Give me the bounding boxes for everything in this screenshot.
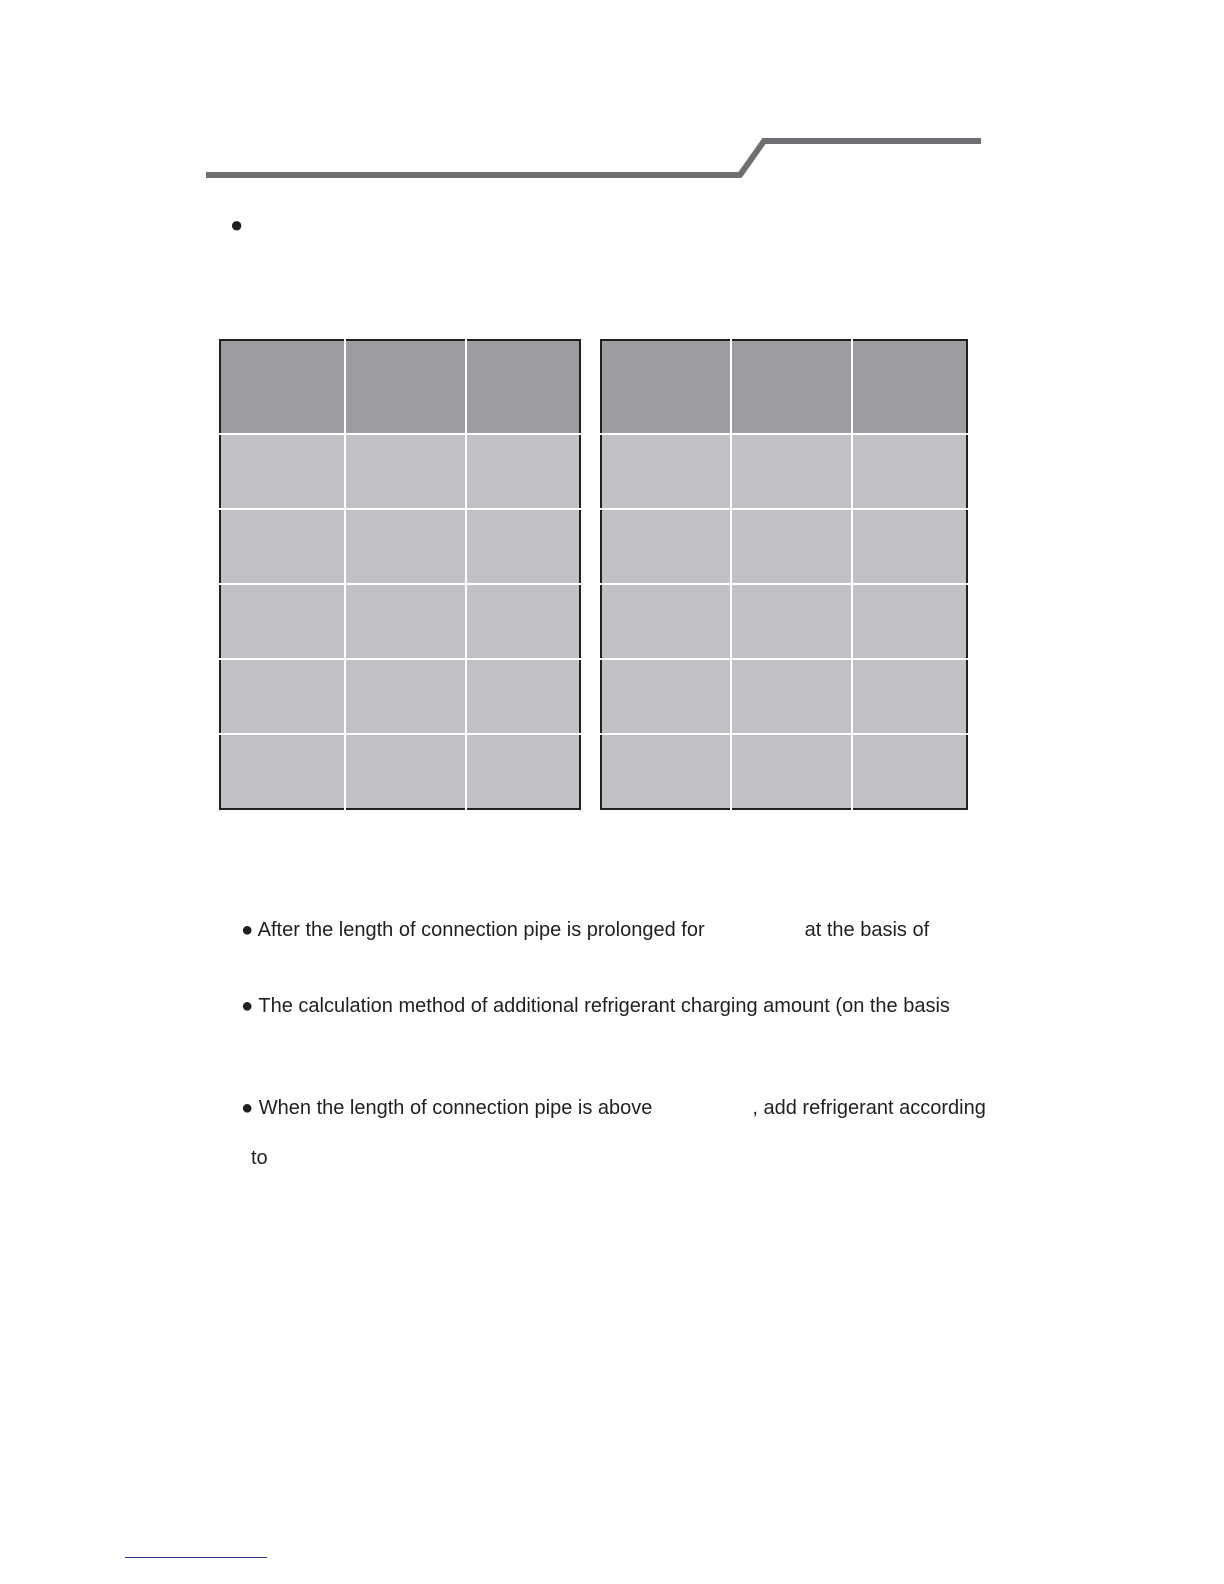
pipe-length-paragraph bbox=[230, 893, 929, 943]
table-cell bbox=[601, 584, 731, 659]
table-cell bbox=[731, 434, 852, 509]
table-cell bbox=[852, 434, 967, 509]
table-cell bbox=[601, 434, 731, 509]
table-row bbox=[601, 659, 967, 734]
table-row bbox=[601, 584, 967, 659]
table-header-cell bbox=[466, 340, 580, 434]
table-cell bbox=[345, 509, 466, 584]
table-row bbox=[220, 584, 580, 659]
table-row bbox=[220, 659, 580, 734]
paragraph-line: ● The calculation method of additional refrigerant charging amount (on the basis bbox=[241, 995, 950, 1017]
table-cell bbox=[852, 734, 967, 809]
table-cell bbox=[345, 734, 466, 809]
section-header-rule bbox=[0, 0, 1224, 200]
table-cell bbox=[731, 584, 852, 659]
refrigerant-table-right bbox=[600, 339, 968, 810]
table-cell bbox=[345, 434, 466, 509]
table-cell bbox=[345, 584, 466, 659]
table-row bbox=[601, 434, 967, 509]
table-cell bbox=[466, 659, 580, 734]
table-cell bbox=[220, 659, 345, 734]
table-row bbox=[601, 734, 967, 809]
table-cell bbox=[601, 509, 731, 584]
table-row bbox=[601, 509, 967, 584]
table-cell bbox=[731, 509, 852, 584]
table-cell bbox=[220, 509, 345, 584]
paragraph-line: ● After the length of connection pipe is prolonged for at the basis of bbox=[241, 919, 930, 941]
table-cell bbox=[852, 659, 967, 734]
table-cell bbox=[731, 659, 852, 734]
table-header-cell bbox=[731, 340, 852, 434]
table-row bbox=[220, 434, 580, 509]
table-cell bbox=[601, 659, 731, 734]
paragraph-continuation: to bbox=[251, 1147, 268, 1169]
calculation-method-paragraph bbox=[230, 969, 950, 1019]
table-cell bbox=[220, 584, 345, 659]
table-header-cell bbox=[852, 340, 967, 434]
table-cell bbox=[220, 734, 345, 809]
table-header-row bbox=[220, 340, 580, 434]
bullet-marker: ● bbox=[230, 212, 244, 237]
table-cell bbox=[731, 734, 852, 809]
table-header-cell bbox=[601, 340, 731, 434]
table-cell bbox=[345, 659, 466, 734]
paragraph-line: ● When the length of connection pipe is above , add refrigerant according bbox=[241, 1097, 986, 1119]
footer-link-underline[interactable] bbox=[125, 1557, 267, 1558]
table-cell bbox=[852, 509, 967, 584]
table-cell bbox=[466, 509, 580, 584]
table-row bbox=[220, 509, 580, 584]
table-row bbox=[220, 734, 580, 809]
table-cell bbox=[466, 434, 580, 509]
table-header-cell bbox=[220, 340, 345, 434]
table-cell bbox=[852, 584, 967, 659]
table-cell bbox=[601, 734, 731, 809]
refrigerant-table-left bbox=[219, 339, 581, 810]
add-refrigerant-paragraph bbox=[230, 1071, 986, 1196]
table-header-cell bbox=[345, 340, 466, 434]
table-cell bbox=[466, 734, 580, 809]
table-cell bbox=[220, 434, 345, 509]
table-header-row bbox=[601, 340, 967, 434]
table-cell bbox=[466, 584, 580, 659]
